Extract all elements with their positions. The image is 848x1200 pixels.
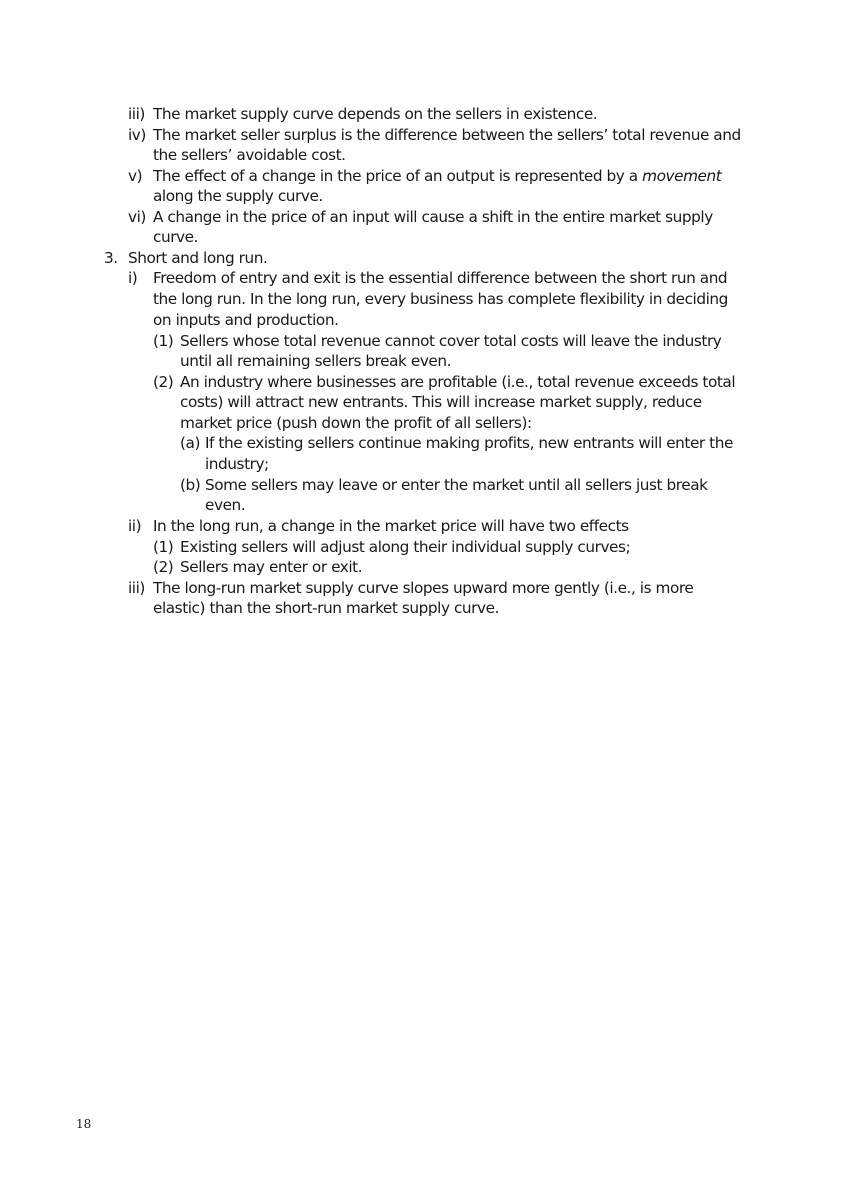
list-marker: ii) [128,517,142,535]
list-marker: (1) [153,538,174,556]
list-marker: iii) [128,579,145,597]
list-item-text: The market seller surplus is the difference between the sellers’ total revenue and [153,126,741,144]
list-item-text: An industry where businesses are profitable (i.e., total revenue exceeds total [180,373,736,391]
section-title: Short and long run. [128,249,268,267]
list-item-text: even. [205,496,246,514]
list-marker: vi) [128,208,146,226]
emphasized-word: movement [642,167,722,185]
list-item-text: elastic) than the short-run market supply curve. [153,599,499,617]
list-marker: iv) [128,126,146,144]
text-run: The effect of a change in the price of an output is represented by a [153,167,643,185]
list-marker: (2) [153,373,174,391]
list-item-text [153,166,721,186]
list-item-text: industry; [205,455,269,473]
list-item-text: Sellers whose total revenue cannot cover total costs will leave the industry [180,332,722,350]
list-item-text: on inputs and production. [153,311,339,329]
list-item-text: market price (push down the profit of all sellers): [180,414,532,432]
list-item-text: the long run. In the long run, every business has complete flexibility in deciding [153,290,728,308]
list-item-text: If the existing sellers continue making profits, new entrants will enter the [205,434,733,452]
list-item-text: until all remaining sellers break even. [180,352,452,370]
list-item-text: A change in the price of an input will cause a shift in the entire market supply [153,208,713,226]
list-item-text: The long-run market supply curve slopes upward more gently (i.e., is more [153,579,694,597]
list-item-text: the sellers’ avoidable cost. [153,146,346,164]
list-item-text: In the long run, a change in the market price will have two effects [153,517,629,535]
list-item-text: along the supply curve. [153,187,323,205]
list-marker: (2) [153,558,174,576]
list-item-text: Sellers may enter or exit. [180,558,363,576]
list-item-text: Freedom of entry and exit is the essential difference between the short run and [153,269,728,287]
list-item-text: Existing sellers will adjust along their individual supply curves; [180,538,631,556]
list-item-text: costs) will attract new entrants. This will increase market supply, reduce [180,393,702,411]
list-item-text: The market supply curve depends on the sellers in existence. [153,105,598,123]
list-marker: (b) [180,476,201,494]
list-marker: v) [128,167,143,185]
list-marker: (1) [153,332,174,350]
list-marker: (a) [180,434,200,452]
list-item-text: Some sellers may leave or enter the market until all sellers just break [205,476,708,494]
page-number: 18 [76,1117,92,1131]
list-item-text: curve. [153,228,199,246]
list-marker: i) [128,269,138,287]
list-marker: 3. [104,249,118,267]
list-marker: iii) [128,105,145,123]
